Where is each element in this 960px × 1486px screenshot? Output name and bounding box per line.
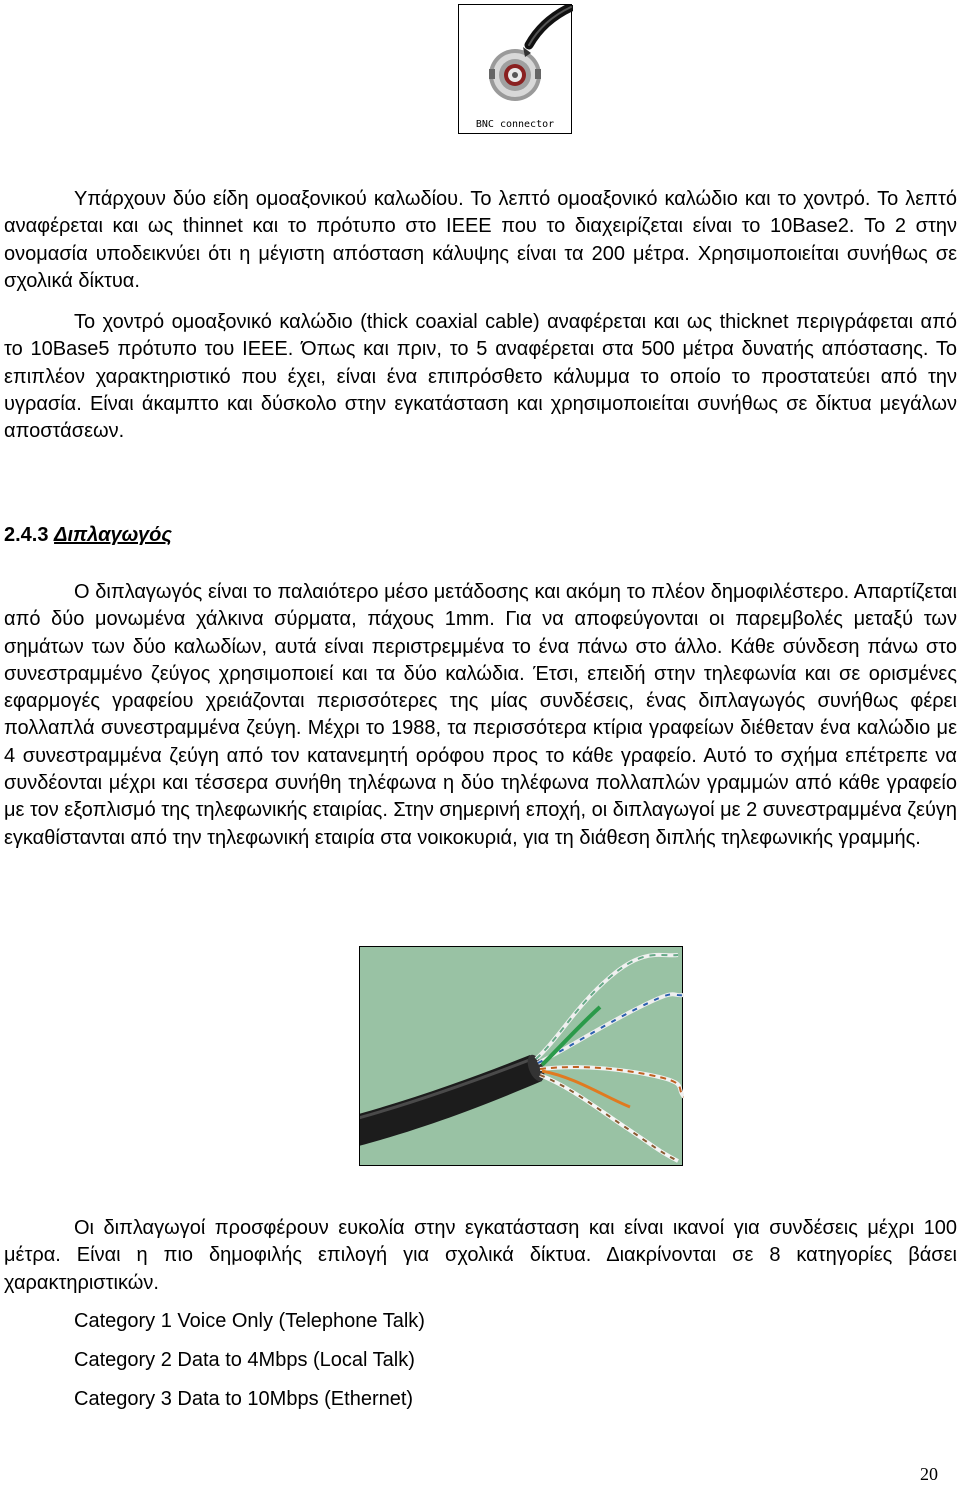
page-number: 20 [920,1464,938,1484]
bnc-connector-illustration [459,5,573,135]
paragraph-text: Οι διπλαγωγοί προσφέρουν ευκολία στην εγκατάσταση και είναι ικανοί για συνδέσεις μέχρι 100 μέτρα. Είναι η πιο δημοφιλής επιλογή για σχολικά δίκτυα. Διακρίνονται σε 8 κατηγορίες βάσει χαρακτηριστικών. [4,1217,957,1294]
paragraph-text: Το χοντρό ομοαξονικό καλώδιο (thick coaxial cable) αναφέρεται και ως thicknet περιγράφεται από το 10Base5 πρότυπο του IEEE. Όπως και πριν, το 5 αναφέρεται στα 500 μέτρα δυνατής απόστασης. Το επιπλέον χαρακτηριστικό που έχει, είναι ένα επιπρόσθετο κάλυμμα το οποίο το προστατεύει από την υγρασία. Είναι άκαμπτο και δύσκολο στην εγκατάσταση και χρησιμοποιείται συνήθως σε δίκτυα μεγάλων αποστάσεων. [4,311,957,443]
twisted-pair-cable-figure [359,946,683,1166]
paragraph-coaxial-thin [4,186,957,295]
category-item: Category 2 Data to 4Mbps (Local Talk) [74,1349,415,1371]
paragraph-text: Ο διπλαγωγός είναι το παλαιότερο μέσο μετάδοσης και ακόμη το πλέον δημοφιλέστερο. Απαρτίζεται από δύο μονωμένα χάλκινα σύρματα, πάχους 1mm. Για να αποφεύγονται οι παρεμβολές μεταξύ των σημάτων των δύο καλωδίων, αυτά είναι περιστρεμμένα το ένα πάνω στο άλλο. Κάθε σύνδεση πάνω στο συνεστραμμένο ζεύγος χρησιμοποιεί και τα δύο καλώδια. Έτσι, επειδή στην τηλεφωνία και σε ορισμένες εφαρμογές γραφείου χρειάζονται περισσότερες της μίας συνδέσεις, ένας διπλαγωγός συνήθως φέρει πολλαπλά συνεστραμμένα ζεύγη. Μέχρι το 1988, τα περισσότερα κτίρια γραφείων διέθεταν ένα καλώδιο με 4 συνεστραμμένα ζεύγη από τον κατανεμητή ορόφου προς το κάθε γραφείο. Αυτό το σχήμα επέτρεπε να συνδέονται μέχρι και τέσσερα συνήθη τηλέφωνα η δύο τηλέφωνα πολλαπλών γραμμών από κάθε γραφείο με τον εξοπλισμό της τηλεφωνικής εταιρίας. Στην σημερινή εποχή, οι διπλαγωγοί με 2 συνεστραμμένα ζεύγη εγκαθίστανται από την τηλεφωνική εταιρία στα νοικοκυριά, για τη διάθεση διπλής τηλεφωνικής γραμμής. [4,581,958,849]
paragraph-text: Υπάρχουν δύο είδη ομοαξονικού καλωδίου. Το λεπτό ομοαξονικό καλώδιο και το χοντρό. Το λεπτό αναφέρεται και ως thinnet και το πρότυπο στο IEEE που το διαχειρίζεται είναι το 10Base2. Το 2 στην ονομασία υποδεικνύει ότι η μέγιστη απόσταση κάλυψης είναι τα 200 μέτρα. Χρησιμοποιείται συνήθως σε σχολικά δίκτυα. [4,188,957,292]
paragraph-twisted-pair [4,579,957,852]
bnc-connector-figure [458,4,572,134]
category-item: Category 3 Data to 10Mbps (Ethernet) [74,1388,414,1410]
twisted-pair-illustration [360,947,684,1167]
paragraph-coaxial-thick [4,309,957,445]
section-title: Διπλαγωγός [54,524,172,546]
paragraph-twisted-categories [4,1215,957,1297]
section-number: 2.4.3 [4,524,49,546]
category-item: Category 1 Voice Only (Telephone Talk) [74,1310,425,1332]
section-heading [4,522,172,549]
figure-caption: BNC connector [475,119,555,130]
